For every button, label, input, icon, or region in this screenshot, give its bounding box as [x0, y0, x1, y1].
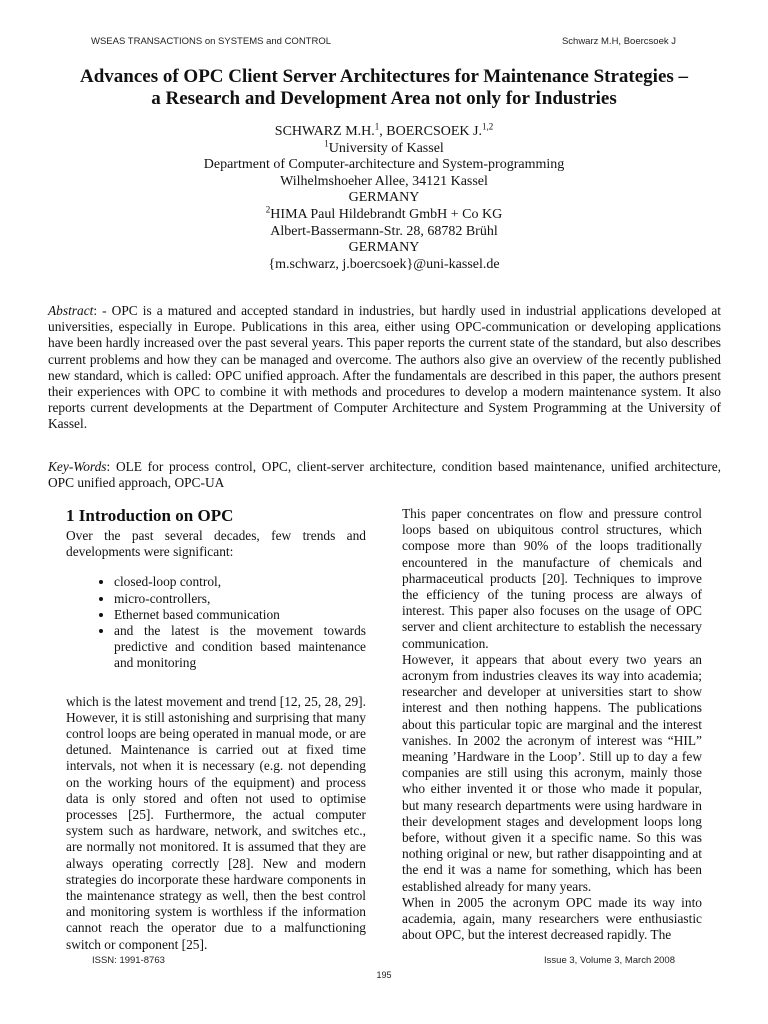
trend-list [66, 574, 366, 671]
affiliation-1-text: University of Kassel [328, 140, 444, 156]
section-heading: 1 Introduction on OPC [66, 506, 234, 525]
affiliation-2-country: GERMANY [348, 240, 420, 256]
right-column [402, 506, 702, 943]
keywords-text: : OLE for process control, OPC, client-server architecture, condition based maintenance, unified architecture, OPC unified approach, OPC-UA [48, 459, 721, 491]
author-names [100, 121, 668, 141]
affiliation-1-address: Wilhelmshoeher Allee, 34121 Kassel [280, 173, 488, 189]
list-item: • and the latest is the movement towards predictive and condition based maintenance and monitoring [114, 623, 366, 672]
keywords [48, 459, 721, 491]
title-line-1: Advances of OPC Client Server Architectures for Maintenance Strategies – [79, 66, 689, 87]
list-item: • micro-controllers, [114, 591, 366, 607]
paragraph-2: However, it appears that about every two years an acronym from industries cleaves its way into academia; researcher and developer at universities start to show interest and then nothing happens. The publications about this particular topic are marginal and the interest vanishes. In 2002 the acronym of interest was “HIL” meaning ’Hardware in the Loop’. Still up to day a few companies are still using this acronym, mainly those who either invented it or those who made it popular, but many research departments were using hardware in their development stages and development loops long before, without given it a specific name. So this was nothing original or new, but rather disappointing and at the end it was a name for something, which has been established already for many years. [402, 651, 702, 894]
footer-issue: Issue 3, Volume 3, March 2008 [544, 955, 675, 966]
affiliation-1-country: GERMANY [348, 190, 420, 206]
author-1-affil: 1 [374, 121, 380, 132]
affiliation-2-marker: 2 [265, 204, 271, 215]
affiliation-1-marker: 1 [324, 137, 329, 148]
paragraph-3: When in 2005 the acronym OPC made its way into academia, again, many researchers were enthusiastic about OPC, but the interest decreased rapidly. The [402, 894, 702, 943]
affiliation-1-name [100, 137, 668, 158]
author-2: , BOERCSOEK J. [379, 124, 482, 139]
running-header-authors: Schwarz M.H, Boercsoek J [561, 36, 676, 47]
section-paragraph: which is the latest movement and trend [12, 25, 28, 29]. However, it is still astonishing and surprising that many control loops are being operated in manual mode, or are detuned. Maintenance is carried out at fixed time intervals, not when it is necessary (e.g. not depending on the working hours of the equipment) and process data is only stored and often not used to optimise processes [25]. Furthermore, the actual computer system such as hardware, network, and switches etc., are normally not monitored. It is assumed that they are always operating correctly [28]. New and modern strategies do incorporate these hardware components in the maintenance strategy as well, then the best control and monitoring system is worthless if the information cannot reach the operator due to a malfunctioning switch or component [25]. [66, 693, 366, 952]
affiliation-1-dept: Department of Computer-architecture and System-programming [203, 157, 565, 173]
author-email: {m.schwarz, j.boercsoek}@uni-kassel.de [268, 256, 500, 272]
paper-title [40, 66, 728, 110]
abstract-text: : - OPC is a matured and accepted standard in industries, but hardly used in industrial applications developed at universities, especially in Europe. Publications in this area, either using OPC-communication or developing applications have been hardly increased over the past several years. This paper reports the current state of the standard, but also describes current problems and how they can be managed and overcome. The authors also give an overview of the recently published new standard, which is called: OPC unified approach. After the fundamentals are described in this paper, the authors present their experiences with OPC to combine it with methods and procedures to develop a modern maintenance system. It also reports current developments at the Department of Computer Architecture and System Programming at the University of Kassel. [48, 303, 721, 432]
affiliation-2-text: HIMA Paul Hildebrandt GmbH + Co KG [270, 206, 503, 222]
paragraph-1: This paper concentrates on flow and pressure control loops based on ubiquitous control structures, which compose more than 90% of the loops traditionally encountered in the manufacture of chemicals and pharmaceutical products [20]. Techniques to improve the efficiency of the tuning process are always of interest. This paper also focuses on the usage of OPC server and client architecture to establish the necessary communication. [402, 506, 702, 651]
affiliation-2-name [100, 204, 668, 224]
author-1: SCHWARZ M.H. [274, 124, 375, 139]
list-item: • Ethernet based communication [114, 607, 366, 623]
title-line-2: a Research and Development Area not only for Industries [151, 88, 617, 109]
page-number: 195 [376, 970, 392, 980]
author-block [100, 121, 668, 273]
list-item: • closed-loop control, [114, 574, 366, 590]
keywords-label: Key-Words [48, 459, 107, 474]
affiliation-2-address: Albert-Bassermann-Str. 28, 68782 Brühl [270, 223, 498, 239]
footer-issn: ISSN: 1991-8763 [92, 955, 165, 966]
running-header-journal: WSEAS TRANSACTIONS on SYSTEMS and CONTROL [91, 36, 332, 47]
author-2-affil: 1,2 [481, 121, 494, 132]
left-column [66, 506, 366, 953]
section-intro: Over the past several decades, few trends and developments were significant: [66, 528, 366, 560]
abstract [48, 303, 721, 433]
abstract-label: Abstract [48, 303, 94, 318]
